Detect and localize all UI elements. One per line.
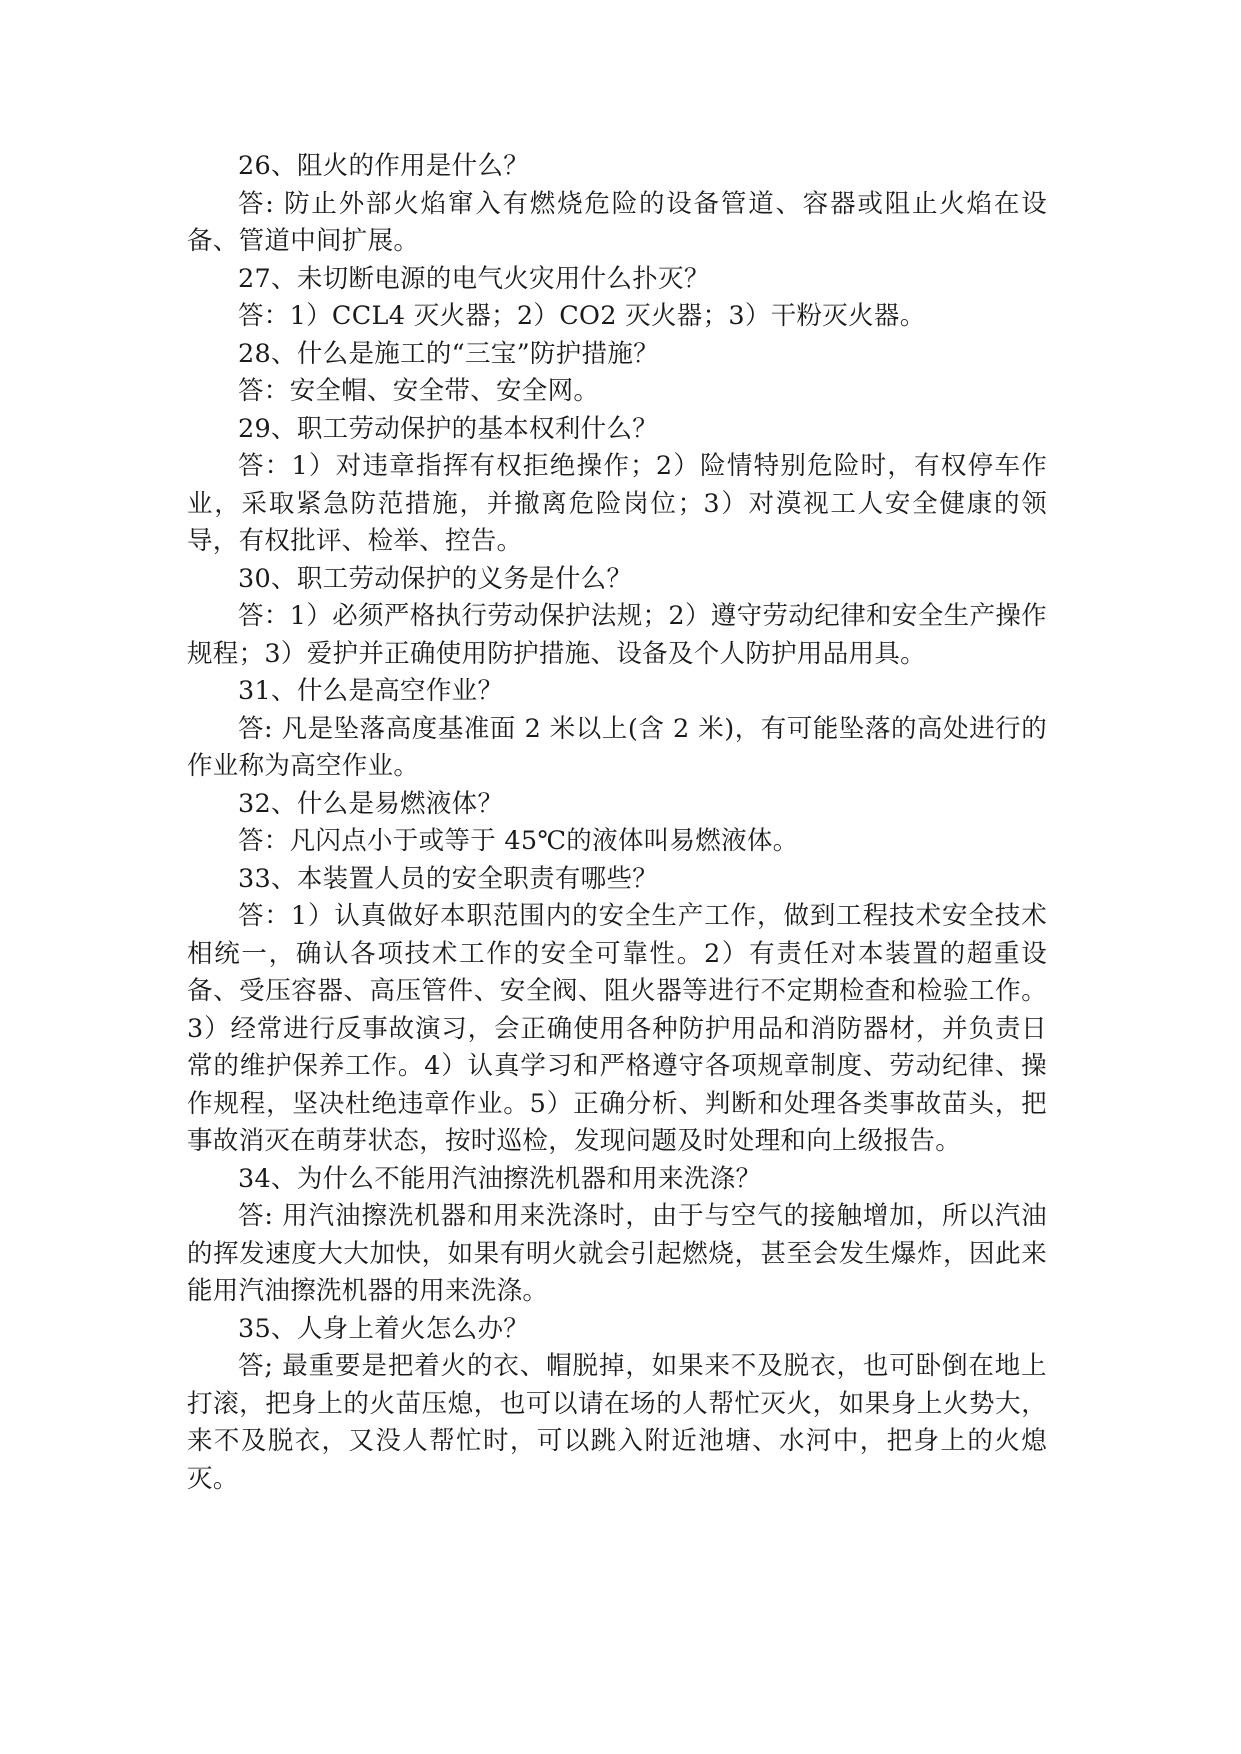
question-31: 31、什么是高空作业？ (238, 676, 504, 706)
question-33: 33、本装置人员的安全职责有哪些？ (238, 863, 659, 894)
answer-32: 答：凡闪点小于或等于 45℃的液体叫易燃液体。 (238, 826, 799, 856)
question-26: 26、阻火的作用是什么？ (238, 151, 530, 181)
answer-34: 答: 用汽油擦洗机器和用来洗涤时，由于与空气的接触增加，所以汽油的挥发速度大大加快，如果有明火就会引起燃烧，甚至会发生爆炸，因此来能用汽油擦洗机器的用来洗涤。 (187, 1201, 1047, 1306)
question-35: 35、人身上着火怎么办？ (238, 1313, 530, 1344)
answer-30: 答：1）必须严格执行劳动保护法规；2）遵守劳动纪律和安全生产操作规程；3）爱护并正确使用防护措施、设备及个人防护用品用具。 (187, 601, 1047, 669)
answer-31: 答: 凡是坠落高度基准面 2 米以上(含 2 米)，有可能坠落的高处进行的作业称为高空作业。 (187, 713, 1047, 781)
question-29: 29、职工劳动保护的基本权利什么？ (238, 413, 659, 444)
question-27: 27、未切断电源的电气火灾用什么扑灭？ (238, 263, 710, 294)
answer-26: 答: 防止外部火焰窜入有燃烧危险的设备管道、容器或阻止火焰在设备、管道中间扩展。 (187, 188, 1047, 256)
answer-29: 答：1）对违章指挥有权拒绝操作；2）险情特别危险时，有权停车作业，采取紧急防范措施，并撤离危险岗位；3）对漠视工人安全健康的领导，有权批评、检举、控告。 (187, 451, 1047, 556)
question-34: 34、为什么不能用汽油擦洗机器和用来洗涤？ (238, 1163, 762, 1194)
question-28: 28、什么是施工的“三宝”防护措施？ (238, 338, 659, 369)
answer-35: 答; 最重要是把着火的衣、帽脱掉，如果来不及脱衣，也可卧倒在地上打滚，把身上的火苗压熄，也可以请在场的人帮忙灭火，如果身上火势大，来不及脱衣，又没人帮忙时，可以跳入附近池塘、水河中，把身上的火熄灭。 (187, 1351, 1047, 1494)
question-32: 32、什么是易燃液体？ (238, 788, 504, 819)
question-30: 30、职工劳动保护的义务是什么？ (238, 563, 633, 594)
answer-33: 答：1）认真做好本职范围内的安全生产工作，做到工程技术安全技术相统一，确认各项技术工作的安全可靠性。2）有责任对本装置的超重设备、受压容器、高压管件、安全阀、阻火器等进行不定期检查和检验工作。3）经常进行反事故演习，会正确使用各种防护用品和消防器材，并负责日常的维护保养工作。4）认真学习和严格遵守各项规章制度、劳动纪律、操作规程，坚决杜绝违章作业。5）正确分析、判断和处理各类事故苗头，把事故消灭在萌芽状态，按时巡检，发现问题及时处理和向上级报告。 (187, 901, 1047, 1156)
answer-27: 答：1）CCL4 灭火器；2）CO2 灭火器；3）干粉灭火器。 (238, 301, 926, 331)
document-body (187, 148, 1047, 1498)
answer-28: 答：安全帽、安全带、安全网。 (238, 376, 600, 406)
